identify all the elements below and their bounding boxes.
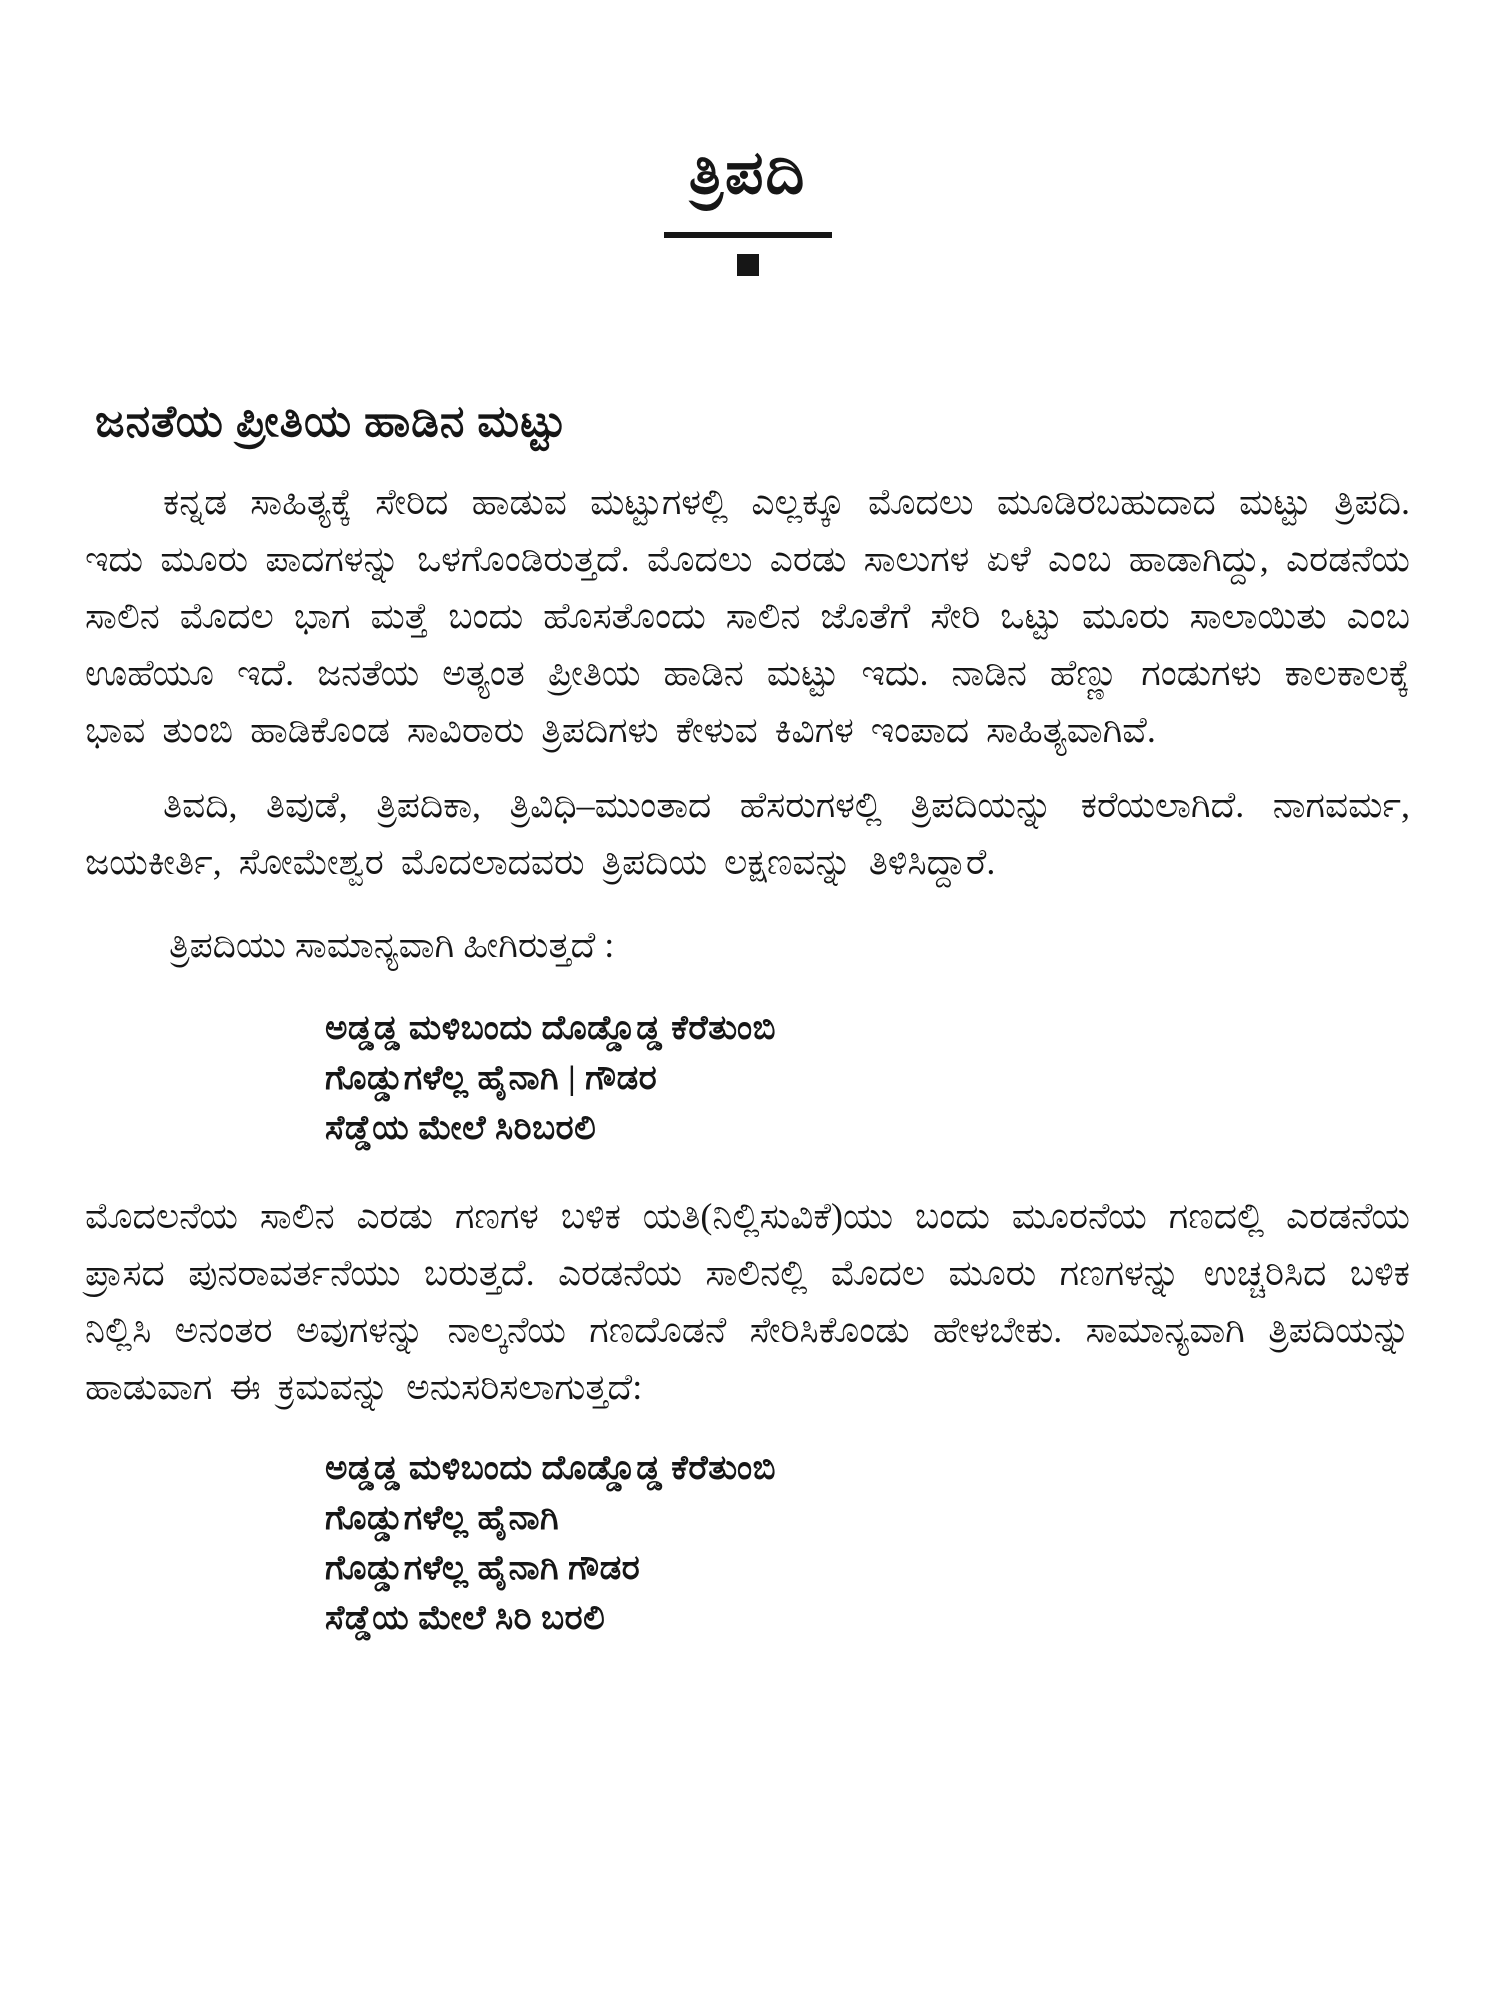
verse1-line-2: ಗೊಡ್ಡುಗಳೆಲ್ಲ ಹೈನಾಗಿ | ಗೌಡರ (325, 1060, 658, 1097)
section-heading: ಜನತೆಯ ಪ್ರೀತಿಯ ಹಾಡಿನ ಮಟ್ಟು (95, 397, 568, 446)
verse1-line-3: ಸೆಡ್ಡೆಯ ಮೇಲೆ ಸಿರಿಬರಲಿ (325, 1110, 597, 1147)
title-block (85, 140, 1410, 276)
paragraph-4: ಮೊದಲನೆಯ ಸಾಲಿನ ಎರಡು ಗಣಗಳ ಬಳಿಕ ಯತಿ(ನಿಲ್ಲಿಸುವಿಕೆ)ಯು ಬಂದು ಮೂರನೆಯ ಗಣದಲ್ಲಿ ಎರಡನೆಯ ಪ್ರಾಸದ ಪುನರಾವರ್ತನೆಯು ಬರುತ್ತದೆ. ಎರಡನೆಯ ಸಾಲಿನಲ್ಲಿ ಮೊದಲ ಮೂರು ಗಣಗಳನ್ನು ಉಚ್ಚರಿಸಿದ ಬಳಿಕ ನಿಲ್ಲಿಸಿ ಅನಂತರ ಅವುಗಳನ್ನು ನಾಲ್ಕನೆಯ ಗಣದೊಡನೆ ಸೇರಿಸಿಕೊಂಡು ಹೇಳಬೇಕು. ಸಾಮಾನ್ಯವಾಗಿ ತ್ರಿಪದಿಯನ್ನು ಹಾಡುವಾಗ ಈ ಕ್ರಮವನ್ನು ಅನುಸರಿಸಲಾಗುತ್ತದೆ: (85, 1196, 1410, 1407)
page-title: ತ್ರಿಪದಿ (688, 140, 807, 206)
title-divider-square (737, 254, 759, 276)
verse2-line-2: ಗೊಡ್ಡುಗಳೆಲ್ಲ ಹೈನಾಗಿ (325, 1500, 560, 1537)
verse2-line-4: ಸೆಡ್ಡೆಯ ಮೇಲೆ ಸಿರಿ ಬರಲಿ (325, 1600, 606, 1637)
verse2-line-3: ಗೊಡ್ಡುಗಳೆಲ್ಲ ಹೈನಾಗಿ ಗೌಡರ (325, 1550, 641, 1587)
verse-block-2 (325, 1444, 1410, 1644)
verse-intro-line: ತ್ರಿಪದಿಯು ಸಾಮಾನ್ಯವಾಗಿ ಹೀಗಿರುತ್ತದೆ : (169, 925, 615, 965)
verse1-line-1: ಅಡ್ಡಡ್ಡ ಮಳಿಬಂದು ದೊಡ್ಡೊಡ್ಡ ಕೆರೆತುಂಬಿ (325, 1010, 776, 1047)
title-divider-rule (664, 232, 832, 238)
verse2-line-1: ಅಡ್ಡಡ್ಡ ಮಳಿಬಂದು ದೊಡ್ಡೊಡ್ಡ ಕೆರೆತುಂಬಿ (325, 1450, 776, 1487)
verse-block-1 (325, 1004, 1410, 1154)
paragraph-1: ಕನ್ನಡ ಸಾಹಿತ್ಯಕ್ಕೆ ಸೇರಿದ ಹಾಡುವ ಮಟ್ಟುಗಳಲ್ಲಿ ಎಲ್ಲಕ್ಕೂ ಮೊದಲು ಮೂಡಿರಬಹುದಾದ ಮಟ್ಟು ತ್ರಿಪದಿ. ಇದು ಮೂರು ಪಾದಗಳನ್ನು ಒಳಗೊಂಡಿರುತ್ತದೆ. ಮೊದಲು ಎರಡು ಸಾಲುಗಳ ಏಳೆ ಎಂಬ ಹಾಡಾಗಿದ್ದು, ಎರಡನೆಯ ಸಾಲಿನ ಮೊದಲ ಭಾಗ ಮತ್ತೆ ಬಂದು ಹೊಸತೊಂದು ಸಾಲಿನ ಜೊತೆಗೆ ಸೇರಿ ಒಟ್ಟು ಮೂರು ಸಾಲಾಯಿತು ಎಂಬ ಊಹೆಯೂ ಇದೆ. ಜನತೆಯ ಅತ್ಯಂತ ಪ್ರೀತಿಯ ಹಾಡಿನ ಮಟ್ಟು ಇದು. ನಾಡಿನ ಹೆಣ್ಣು ಗಂಡುಗಳು ಕಾಲಕಾಲಕ್ಕೆ ಭಾವ ತುಂಬಿ ಹಾಡಿಕೊಂಡ ಸಾವಿರಾರು ತ್ರಿಪದಿಗಳು ಕೇಳುವ ಕಿವಿಗಳ ಇಂಪಾದ ಸಾಹಿತ್ಯವಾಗಿವೆ. (85, 482, 1410, 750)
paragraph-2: ತಿವದಿ, ತಿವುಡೆ, ತ್ರಿಪದಿಕಾ, ತ್ರಿವಿಧಿ–ಮುಂತಾದ ಹೆಸರುಗಳಲ್ಲಿ ತ್ರಿಪದಿಯನ್ನು ಕರೆಯಲಾಗಿದೆ. ನಾಗವರ್ಮ, ಜಯಕೀರ್ತಿ, ಸೋಮೇಶ್ವರ ಮೊದಲಾದವರು ತ್ರಿಪದಿಯ ಲಕ್ಷಣವನ್ನು ತಿಳಿಸಿದ್ದಾರೆ. (85, 785, 1410, 882)
